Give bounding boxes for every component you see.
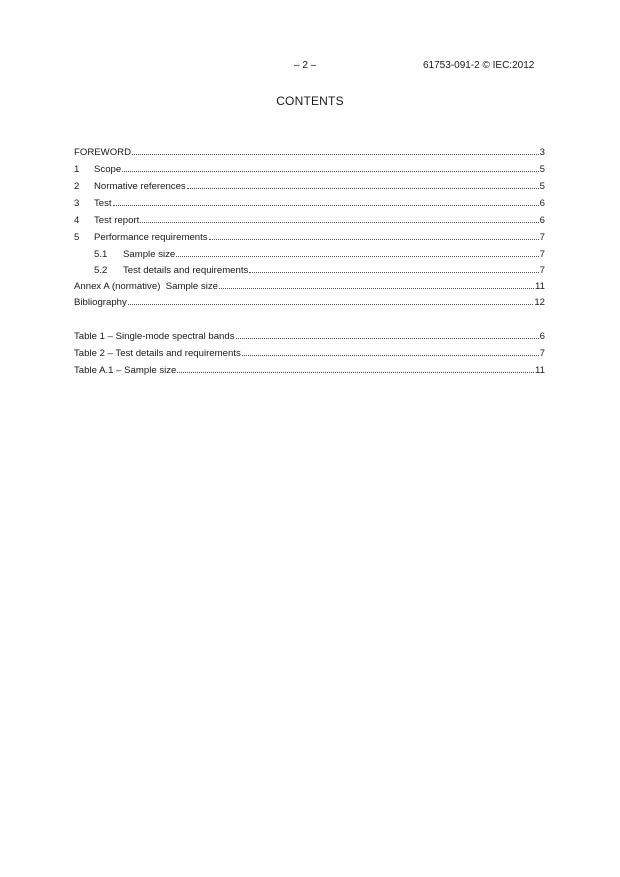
dot-leader [187,180,539,189]
toc-entry-number: 4 [74,215,80,226]
toc-entry-number: 5.2 [94,265,108,276]
dot-leader [242,347,539,356]
toc-entry-foreword[interactable] [74,146,545,159]
toc-entry-sample-size[interactable] [74,248,545,261]
toc-entry-label: Sample size [123,249,176,260]
toc-entry-number: 1 [74,164,80,175]
toc-entry-label: Test report [94,215,140,226]
toc-entry-page: 11 [535,281,545,292]
dot-leader [209,231,539,240]
toc-entry-number: 5.1 [94,249,108,260]
contents-title: CONTENTS [276,94,344,108]
toc-entry-label: Annex A (normative) Sample size [74,281,218,292]
dot-leader [236,330,539,339]
toc-entry-number: 3 [74,198,80,209]
toc-table-1[interactable] [74,330,545,343]
dot-leader [176,248,538,257]
dot-leader [113,197,539,206]
toc-entry-page: 7 [539,265,545,276]
toc-entry-page: 7 [539,249,545,260]
toc-entry-label: Table A.1 – Sample size [74,365,177,376]
toc-entry-page: 11 [535,365,545,376]
toc-entry-page: 7 [539,232,545,243]
page-header-number: – 2 – [294,60,317,71]
toc-entry-label: Scope [94,164,122,175]
dot-leader [128,296,534,305]
dot-leader [132,146,539,155]
dot-leader [140,214,538,223]
toc-entry-label: Performance requirements [94,232,208,243]
toc-entry-normative-references[interactable] [74,180,545,193]
toc-entry-number: 5 [74,232,80,243]
dot-leader [177,364,534,373]
toc-entry-page: 3 [539,147,545,158]
toc-entry-page: 6 [539,331,545,342]
toc-entry-label: FOREWORD [74,147,132,158]
toc-entry-page: 5 [539,181,545,192]
toc-entry-annex-a[interactable] [74,280,545,293]
toc-entry-page: 7 [539,348,545,359]
toc-entry-label: Normative references [94,181,186,192]
page-header-reference: 61753-091-2 © IEC:2012 [423,60,535,71]
toc-entry-page: 5 [539,164,545,175]
toc-entry-page: 12 [534,297,545,308]
dot-leader [122,163,538,172]
dot-leader [249,264,538,273]
dot-leader [219,280,534,289]
toc-table-2[interactable] [74,347,545,360]
toc-entry-test[interactable] [74,197,545,210]
toc-entry-page: 6 [539,215,545,226]
toc-entry-label: Test [94,198,112,209]
toc-entry-label: Table 1 – Single-mode spectral bands [74,331,235,342]
toc-entry-bibliography[interactable] [74,296,545,309]
toc-table-a1[interactable] [74,364,545,377]
toc-entry-page: 6 [539,198,545,209]
toc-entry-label: Test details and requirements [123,265,249,276]
toc-entry-number: 2 [74,181,80,192]
toc-entry-test-report[interactable] [74,214,545,227]
toc-entry-scope[interactable] [74,163,545,176]
toc-entry-test-details[interactable] [74,264,545,277]
toc-entry-performance-requirements[interactable] [74,231,545,244]
toc-entry-label: Table 2 – Test details and requirements [74,348,241,359]
toc-entry-label: Bibliography [74,297,127,308]
